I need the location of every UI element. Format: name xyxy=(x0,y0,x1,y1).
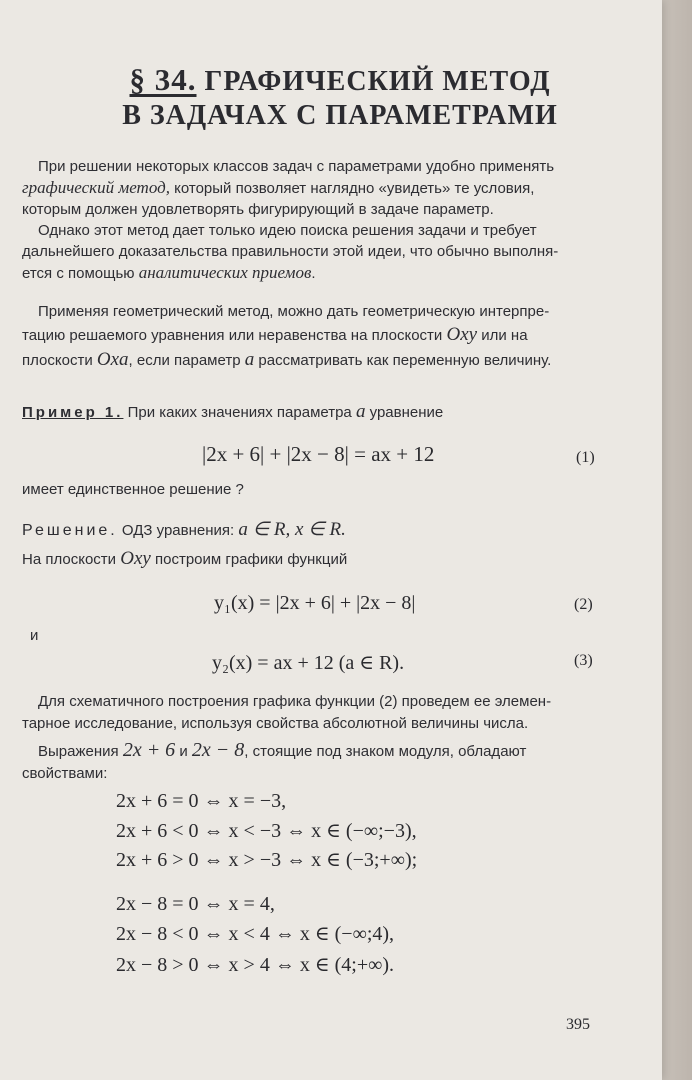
equation-1-number: (1) xyxy=(576,449,595,466)
section-title-line2: В ЗАДАЧАХ С ПАРАМЕТРАМИ xyxy=(122,100,558,131)
plane-line-oxy: Oxy xyxy=(120,548,151,569)
geom-line-2 xyxy=(22,325,596,346)
solution-label: Решение. xyxy=(22,522,118,539)
expr-2x-minus-8: 2x − 8 xyxy=(191,739,245,761)
param-a: a xyxy=(244,349,255,370)
property-3: 2x + 6 > 0 ⇔ x > −3 ⇔ x ∈ (−3;+∞); xyxy=(116,849,418,871)
analysis-line-4: свойствами: xyxy=(22,765,108,782)
analysis-line-3 xyxy=(22,740,596,762)
property-2: 2x + 6 < 0 ⇔ x < −3 ⇔ x ∈ (−∞;−3), xyxy=(116,820,417,842)
intro-line-6-a: ется с помощью xyxy=(22,265,139,282)
equation-1: |2x + 6| + |2x − 8| = ax + 12 xyxy=(202,442,435,466)
example-line xyxy=(22,402,596,423)
geom-line-2-c: или на xyxy=(477,327,528,344)
geom-line-2-a: тацию решаемого уравнения или неравенства на плоскости xyxy=(22,327,447,344)
intro-line-3: которым должен удовлетворять фигурирующий в задаче параметр. xyxy=(22,201,494,218)
example-text-a: При каких значениях параметра xyxy=(123,404,356,421)
analysis-line-2: тарное исследование, используя свойства абсолютной величины числа. xyxy=(22,715,529,732)
analysis-line-3-e: , стоящие под знаком модуля, обладают xyxy=(244,743,527,760)
plane-line-c: построим графики функций xyxy=(150,551,348,568)
geom-line-1: Применяя геометрический метод, можно дать геометрическую интерпре- xyxy=(38,303,550,320)
property-1: 2x + 6 = 0 ⇔ x = −3, xyxy=(116,790,287,812)
solution-odz: ОДЗ уравнения: xyxy=(117,522,239,539)
plane-oxa: Oxa xyxy=(96,349,129,370)
equation-3-number: (3) xyxy=(574,652,593,669)
section-title-line1 xyxy=(60,62,620,98)
section-number: § 34. xyxy=(129,62,197,97)
property-6: 2x − 8 > 0 ⇔ x > 4 ⇔ x ∈ (4;+∞). xyxy=(116,954,395,976)
equation-3: y₂(x) = ax + 12 (a ∈ R). xyxy=(212,652,405,674)
intro-line-4: Однако этот метод дает только идею поиска решения задачи и требует xyxy=(38,222,537,239)
equation-2: y₁(x) = |2x + 6| + |2x − 8| xyxy=(214,592,416,614)
term-analytic-methods: аналитических приемов xyxy=(138,263,312,282)
example-label: Пример 1. xyxy=(22,404,124,421)
example-param-a: a xyxy=(355,401,366,422)
property-5: 2x − 8 < 0 ⇔ x < 4 ⇔ x ∈ (−∞;4), xyxy=(116,923,395,945)
geom-line-3-c: , если параметр xyxy=(128,352,245,369)
odz-math: a ∈ R, x ∈ R. xyxy=(238,519,346,540)
intro-line-2 xyxy=(22,178,596,199)
page-number: 395 xyxy=(566,1016,590,1033)
intro-line-5: дальнейшего доказательства правильности этой идеи, что обычно выполня- xyxy=(22,243,559,260)
page-edge xyxy=(662,0,692,1080)
example-text-c: уравнение xyxy=(365,404,444,421)
property-4: 2x − 8 = 0 ⇔ x = 4, xyxy=(116,893,275,915)
intro-line-1: При решении некоторых классов задач с параметрами удобно применять xyxy=(38,158,555,175)
analysis-line-3-a: Выражения xyxy=(38,743,123,760)
intro-line-6-c: . xyxy=(311,265,316,282)
solution-line xyxy=(22,520,596,541)
geom-line-3-a: плоскости xyxy=(22,352,97,369)
title-text-1: ГРАФИЧЕСКИЙ МЕТОД xyxy=(204,66,551,97)
geom-line-3-e: рассматривать как переменную величину. xyxy=(254,352,552,369)
intro-line-2-rest: который позволяет наглядно «увидеть» те условия, xyxy=(169,180,535,197)
plane-oxy: Oxy xyxy=(446,324,478,345)
expr-2x-plus-6: 2x + 6 xyxy=(122,739,176,761)
analysis-line-3-c: и xyxy=(175,743,192,760)
term-graphic-method: графический метод, xyxy=(22,178,170,197)
and-word: и xyxy=(30,627,39,644)
analysis-line-1: Для схематичного построения графика функции (2) проведем ее элемен- xyxy=(38,693,552,710)
plane-line xyxy=(22,549,596,570)
geom-line-3 xyxy=(22,350,596,371)
example-after: имеет единственное решение ? xyxy=(22,481,244,498)
intro-line-6 xyxy=(22,263,596,284)
equation-2-number: (2) xyxy=(574,596,593,613)
plane-line-a: На плоскости xyxy=(22,551,121,568)
